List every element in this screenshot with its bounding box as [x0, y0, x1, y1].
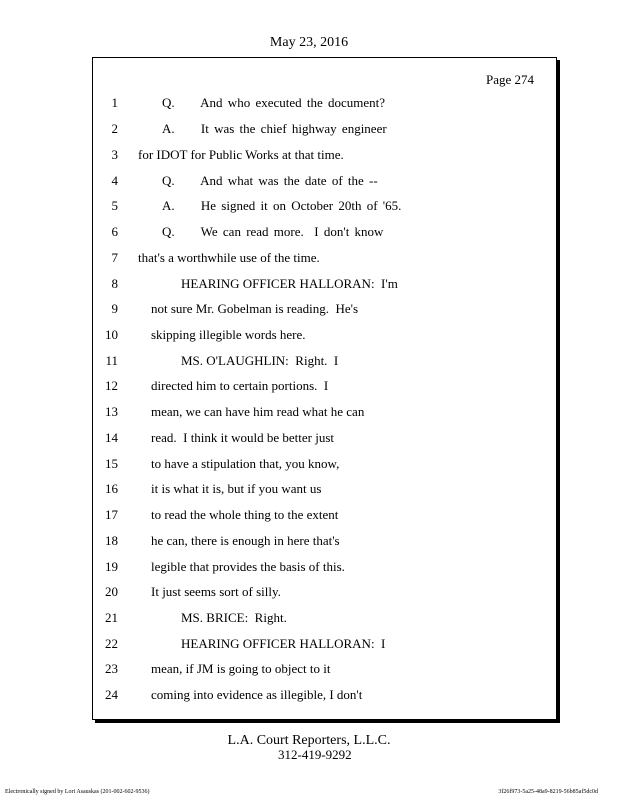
document-hash: 3f26f973-5a25-48a9-8219-56b85af5dc0d — [498, 789, 598, 795]
line-text: mean, we can have him read what he can — [151, 404, 365, 419]
transcript-line — [0, 481, 618, 501]
page-number: Page 274 — [485, 72, 534, 87]
line-number: 13 — [105, 404, 118, 419]
line-text: he can, there is enough in here that's — [151, 533, 340, 548]
line-number: 21 — [105, 610, 118, 625]
transcript-line — [0, 687, 618, 707]
transcript-line — [0, 147, 618, 167]
line-text: MS. O'LAUGHLIN: Right. I — [181, 353, 339, 368]
line-number: 16 — [105, 481, 118, 496]
line-number: 6 — [111, 224, 118, 239]
line-number: 8 — [111, 276, 118, 291]
electronic-signature: Electronically signed by Lori Asauskas (201-002-602-9536) — [5, 789, 150, 795]
line-number: 1 — [111, 95, 118, 110]
line-text: It just seems sort of silly. — [151, 584, 281, 599]
line-text: A. He signed it on October 20th of '65. — [162, 198, 402, 213]
transcript-line — [0, 610, 618, 630]
line-number: 14 — [105, 430, 118, 445]
line-number: 18 — [105, 533, 118, 548]
reporter-phone: 312-419-9292 — [278, 747, 352, 762]
line-number: 3 — [111, 147, 118, 162]
transcript-line — [0, 533, 618, 553]
transcript-line — [0, 404, 618, 424]
line-number: 15 — [105, 456, 118, 471]
line-number: 22 — [105, 636, 118, 651]
transcript-date: May 23, 2016 — [269, 35, 349, 50]
line-number: 24 — [105, 687, 118, 702]
line-number: 2 — [111, 121, 118, 136]
transcript-line — [0, 507, 618, 527]
line-text: coming into evidence as illegible, I don't — [151, 687, 363, 702]
line-number: 12 — [105, 378, 118, 393]
reporter-company: L.A. Court Reporters, L.L.C. — [227, 733, 391, 748]
line-number: 9 — [111, 301, 118, 316]
transcript-line — [0, 559, 618, 579]
transcript-line — [0, 353, 618, 373]
transcript-line — [0, 378, 618, 398]
line-text: read. I think it would be better just — [151, 430, 335, 445]
line-text: MS. BRICE: Right. — [181, 610, 287, 625]
line-number: 20 — [105, 584, 118, 599]
line-text: not sure Mr. Gobelman is reading. He's — [151, 301, 359, 316]
line-text: mean, if JM is going to object to it — [151, 661, 331, 676]
transcript-line — [0, 584, 618, 604]
line-text: for IDOT for Public Works at that time. — [138, 147, 344, 162]
line-text: directed him to certain portions. I — [151, 378, 329, 393]
line-number: 11 — [105, 353, 118, 368]
transcript-line — [0, 430, 618, 450]
transcript-line — [0, 121, 618, 141]
transcript-line — [0, 661, 618, 681]
transcript-line — [0, 198, 618, 218]
line-text: to read the whole thing to the extent — [151, 507, 339, 522]
line-number: 19 — [105, 559, 118, 574]
line-text: A. It was the chief highway engineer — [162, 121, 387, 136]
transcript-line — [0, 224, 618, 244]
transcript-line — [0, 173, 618, 193]
transcript-line — [0, 276, 618, 296]
line-number: 23 — [105, 661, 118, 676]
line-number: 5 — [111, 198, 118, 213]
transcript-line — [0, 327, 618, 347]
line-number: 17 — [105, 507, 118, 522]
transcript-line — [0, 95, 618, 115]
line-number: 4 — [111, 173, 118, 188]
line-text: Q. And what was the date of the -- — [162, 173, 378, 188]
line-text: Q. We can read more. I don't know — [162, 224, 384, 239]
line-text: HEARING OFFICER HALLORAN: I — [181, 636, 386, 651]
line-text: Q. And who executed the document? — [162, 95, 386, 110]
line-number: 7 — [111, 250, 118, 265]
line-text: to have a stipulation that, you know, — [151, 456, 340, 471]
line-number: 10 — [105, 327, 118, 342]
line-text: HEARING OFFICER HALLORAN: I'm — [181, 276, 398, 291]
transcript-line — [0, 636, 618, 656]
line-text: skipping illegible words here. — [151, 327, 306, 342]
transcript-line — [0, 456, 618, 476]
transcript-line — [0, 250, 618, 270]
line-text: it is what it is, but if you want us — [151, 481, 322, 496]
line-text: legible that provides the basis of this. — [151, 559, 345, 574]
line-text: that's a worthwhile use of the time. — [138, 250, 320, 265]
transcript-line — [0, 301, 618, 321]
